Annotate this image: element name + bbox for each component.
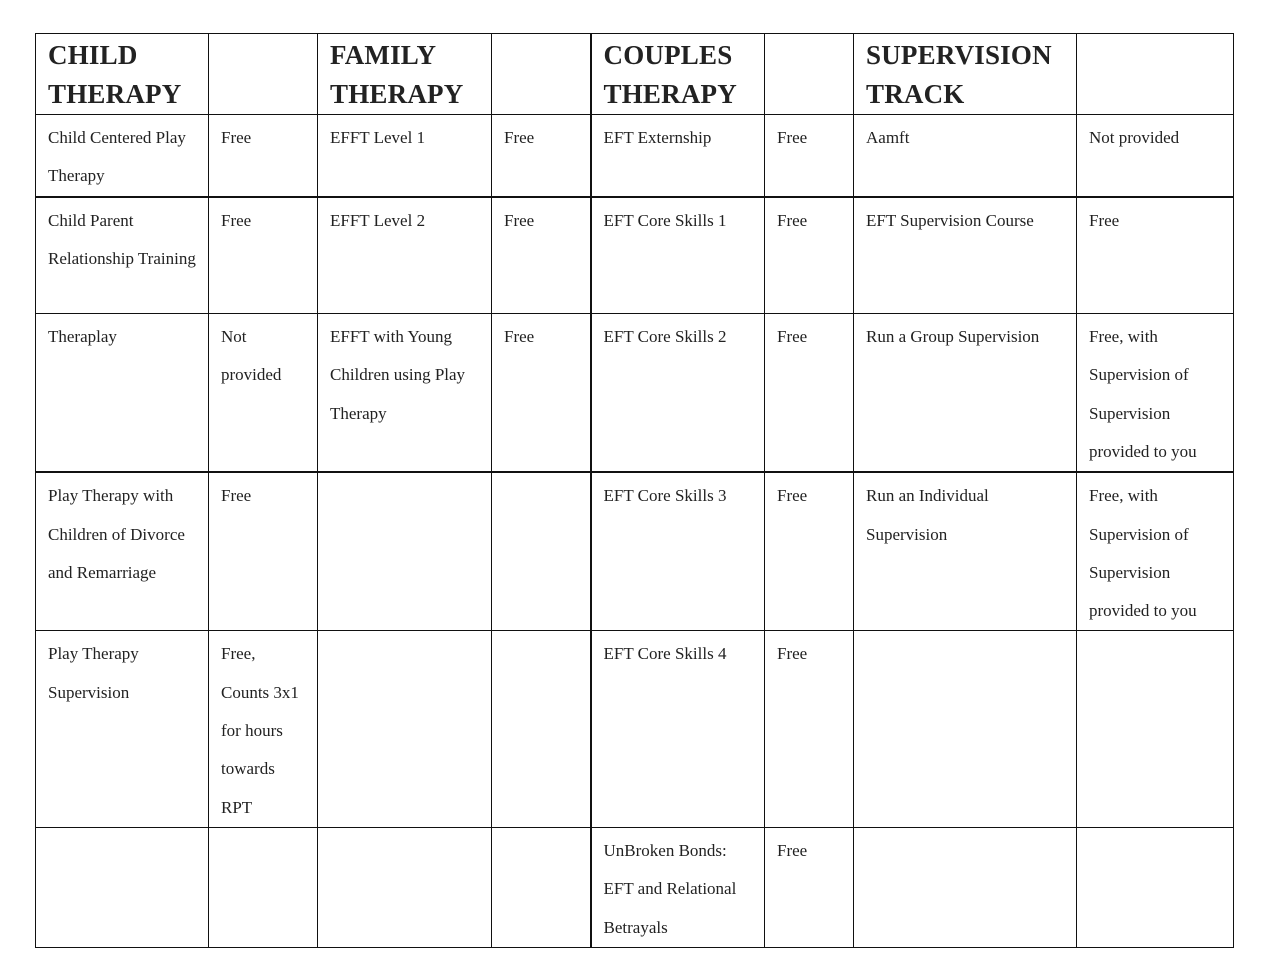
couples-course-cell: EFT Core Skills 1 <box>591 197 765 314</box>
family-course-cell: EFFT Level 1 <box>318 115 492 197</box>
child-cost-cell: Free <box>209 472 318 631</box>
couples-cost-cell: Free <box>765 197 854 314</box>
couples-course-cell: UnBroken Bonds: EFT and Relational Betrayals <box>591 827 765 947</box>
table-row <box>36 472 1234 631</box>
supervision-cost-cell: Free, with Supervision of Supervision provided to you <box>1077 472 1234 631</box>
header-family-therapy-detail <box>492 34 591 115</box>
child-course-cell: Play Therapy Supervision <box>36 631 209 827</box>
supervision-cost-cell <box>1077 827 1234 947</box>
header-row <box>36 34 1234 115</box>
child-course-cell: Theraplay <box>36 314 209 473</box>
supervision-cost-cell: Free <box>1077 197 1234 314</box>
couples-cost-cell: Free <box>765 472 854 631</box>
family-course-cell: EFFT with Young Children using Play Therapy <box>318 314 492 473</box>
table-row <box>36 314 1234 473</box>
table-row <box>36 115 1234 197</box>
supervision-course-cell <box>854 827 1077 947</box>
supervision-course-cell <box>854 631 1077 827</box>
couples-course-cell: EFT Externship <box>591 115 765 197</box>
header-couples-therapy: COUPLES THERAPY <box>591 34 765 115</box>
table-row <box>36 197 1234 314</box>
couples-course-cell: EFT Core Skills 4 <box>591 631 765 827</box>
family-course-cell <box>318 631 492 827</box>
header-family-therapy: FAMILY THERAPY <box>318 34 492 115</box>
child-cost-cell <box>209 827 318 947</box>
family-course-cell: EFFT Level 2 <box>318 197 492 314</box>
supervision-course-cell: Run an Individual Supervision <box>854 472 1077 631</box>
family-cost-cell <box>492 472 591 631</box>
training-table <box>35 33 1234 948</box>
family-cost-cell: Free <box>492 314 591 473</box>
header-couples-therapy-detail <box>765 34 854 115</box>
family-course-cell <box>318 827 492 947</box>
header-child-therapy-detail <box>209 34 318 115</box>
header-child-therapy: CHILD THERAPY <box>36 34 209 115</box>
supervision-cost-cell: Not provided <box>1077 115 1234 197</box>
header-supervision-track-detail <box>1077 34 1234 115</box>
child-cost-cell: Free, Counts 3x1 for hours towards RPT <box>209 631 318 827</box>
child-cost-cell: Free <box>209 197 318 314</box>
child-course-cell: Play Therapy with Children of Divorce and Remarriage <box>36 472 209 631</box>
table-row <box>36 827 1234 947</box>
family-course-cell <box>318 472 492 631</box>
family-cost-cell: Free <box>492 197 591 314</box>
couples-cost-cell: Free <box>765 631 854 827</box>
child-course-cell: Child Centered Play Therapy <box>36 115 209 197</box>
supervision-cost-cell: Free, with Supervision of Supervision provided to you <box>1077 314 1234 473</box>
supervision-course-cell: Run a Group Supervision <box>854 314 1077 473</box>
couples-course-cell: EFT Core Skills 3 <box>591 472 765 631</box>
couples-course-cell: EFT Core Skills 2 <box>591 314 765 473</box>
child-course-cell <box>36 827 209 947</box>
child-cost-cell: Free <box>209 115 318 197</box>
supervision-course-cell: EFT Supervision Course <box>854 197 1077 314</box>
table-row <box>36 631 1234 827</box>
couples-cost-cell: Free <box>765 827 854 947</box>
family-cost-cell: Free <box>492 115 591 197</box>
supervision-cost-cell <box>1077 631 1234 827</box>
family-cost-cell <box>492 631 591 827</box>
couples-cost-cell: Free <box>765 314 854 473</box>
couples-cost-cell: Free <box>765 115 854 197</box>
family-cost-cell <box>492 827 591 947</box>
child-cost-cell: Not provided <box>209 314 318 473</box>
header-supervision-track: SUPERVISION TRACK <box>854 34 1077 115</box>
supervision-course-cell: Aamft <box>854 115 1077 197</box>
child-course-cell: Child Parent Relationship Training <box>36 197 209 314</box>
